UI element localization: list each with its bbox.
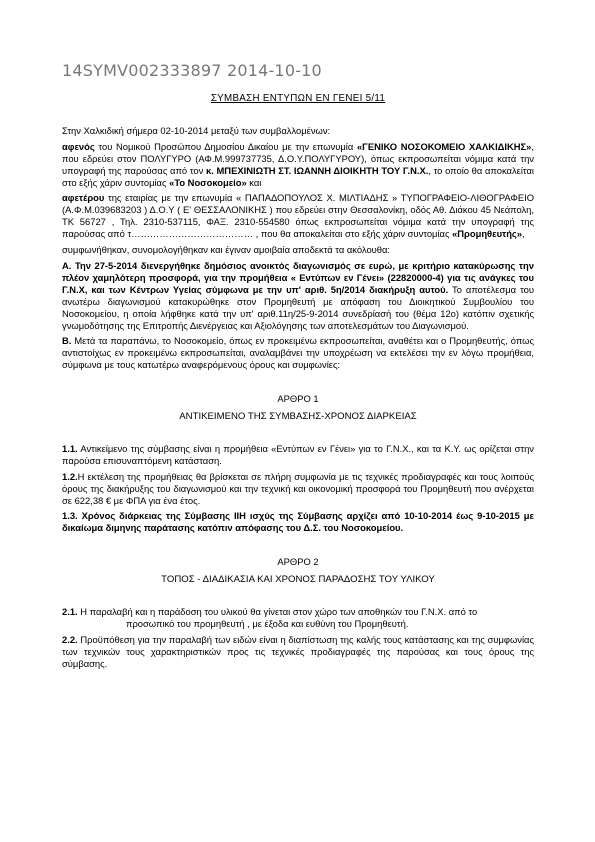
article1-p3-label: 1.3. — [62, 510, 78, 522]
article1-heading: ΑΡΘΡΟ 1 — [277, 393, 319, 405]
party1-lead: αφενός — [62, 140, 95, 152]
article2-p1 — [62, 606, 534, 618]
party1-short: «Το Νοσοκομείο» — [169, 176, 247, 188]
party2-short: «Προμηθευτής» — [452, 228, 523, 240]
article2-heading: ΑΡΘΡΟ 2 — [277, 556, 319, 568]
article2-p1-line2: προσωπικό του προμηθευτή , με έξοδα και ευθύνη του Προμηθευτή. — [126, 618, 409, 629]
party2-lead: αφετέρου — [62, 192, 105, 204]
article1-p1 — [62, 443, 534, 467]
article1-p2-label: 1.2. — [62, 470, 78, 482]
party1-text2: , που εδρεύει στον ΠΟΛΥΓΥΡΟ (ΑΦ.Μ.999737735, Δ.Ο.Υ.ΠΟΛΥΓΥΡΟΥ), όπως εκπροσωπείται νόμιμα κατά την υπογραφή της παρούσας από τον — [62, 140, 535, 176]
party2-paragraph — [62, 192, 534, 240]
contract-body — [62, 93, 534, 674]
party1-rep: κ. ΜΠΕΧΙΝΙΩΤΗ ΣΤ. ΙΩΑΝΝΗ ΔΙΟΙΚΗΤΗ ΤΟΥ Γ.Ν.Χ. — [205, 164, 429, 176]
article1-p2-text: Η εκτέλεση της προμήθειας θα βρίσκεται σε πλήρη συμφωνία με τις τεχνικές προδιαγραφές και τους λοιπούς όρους της διακήρυξης του διαγωνισμού και την τεχνική και οικονομική προσφορά του Προμηθευτή που ανέρχεται σε 622,38 € με ΦΠΑ για ένα έτος. — [62, 470, 534, 506]
contract-title: ΣΥΜΒΑΣΗ ΕΝΤΥΠΩΝ ΕΝ ΓΕΝΕΙ 5/11 — [210, 93, 386, 104]
party1-text3: , το οποίο θα αποκαλείται στο εξής χάριν συντομίας — [62, 164, 534, 188]
party2-text1: της εταιρίας με την επωνυμία « ΠΑΠΑΔΟΠΟΥΛΟΣ Χ. ΜΙΛΤΙΑΔΗΣ » ΤΥΠΟΓΡΑΦΕΙΟ-ΛΙΘΟΓΡΑΦΕΙΟ (Α.Φ.Μ.039683203 ) Δ.Ο.Υ ( Ε' ΘΕΣΣΑΛΟΝΙΚΗΣ ) που εδρεύει στην Θεσσαλονίκη, οδός Αθ. Διάκου 45 Νεάπολη, ΤΚ 56727 , Τηλ. 2310-537115, ΦΑΞ. 2310-554580 όπως εκπροσωπείται νόμιμα κατά την υπογραφή της παρούσας από τ………………………………… , που θα αποκαλείται στο εξής χάριν συντομίας — [62, 192, 534, 240]
party1-name: «ΓΕΝΙΚΟ ΝΟΣΟΚΟΜΕΙΟ ΧΑΛΚΙΔΙΚΗΣ» — [356, 140, 532, 152]
party1-paragraph — [62, 141, 534, 189]
ada-stamp: 14SYMV002333897 2014-10-10 — [62, 61, 322, 80]
article2-p2 — [62, 634, 534, 670]
clause-b-text: Μετά τα παραπάνω, το Νοσοκομείο, όπως εν προκειμένω εκπροσωπείται, αναθέτει και ο Προμηθευτής, όπως αντιστοίχως εν προκειμένω εκπροσωπείται, αναλαμβάνει την υποχρέωση να εκτελέσει την εν λόγω προμήθεια, σύμφωνα με τους κατωτέρω αναφερόμενους όρους και συμφωνίες: — [62, 335, 534, 371]
party1-text4: και — [246, 176, 262, 188]
article2-p1-label: 2.1. — [62, 606, 78, 618]
article2-p1-line1: Η παραλαβή και η παράδοση του υλικού θα γίνεται στον χώρο των αποθηκών του Γ.Ν.Χ. από το — [77, 606, 478, 618]
article1-p1-label: 1.1. — [62, 442, 78, 454]
article2-p2-label: 2.2. — [62, 633, 78, 645]
clause-b — [62, 335, 534, 371]
agreed-line: συμφωνήθηκαν, συνομολογήθηκαν και έγιναν αμοιβαία αποδεκτά τα ακόλουθα: — [62, 244, 391, 256]
article1-p2 — [62, 471, 534, 507]
clause-a-label: Α. — [62, 259, 72, 271]
article2-p1-cont — [62, 618, 534, 630]
party1-text1: του Νομικού Προσώπου Δημοσίου Δικαίου με την επωνυμία — [94, 140, 357, 152]
clause-a-bold: Την 27-5-2014 διενεργήθηκε δημόσιος ανοικτός διαγωνισμός σε ευρώ, με κριτήριο κατακύρωσης την πλέον χαμηλότερη προσφορά, για την προμήθεια « Εντύπων εν Γένει» (22820000-4) για τις ανάγκες του Γ.Ν.Χ, και των Κέντρων Υγείας σύμφωνα με την υπ' αριθ. 5η/2014 διακήρυξη αυτού. — [62, 259, 534, 295]
clause-a — [62, 260, 534, 331]
clause-b-label: Β. — [62, 335, 72, 347]
article2-p2-text: Προϋπόθεση για την παραλαβή των ειδών είναι η διαπίστωση της καλής τους κατάστασης και της συμφωνίας των τεχνικών τους χαρακτηριστικών προς τις τεχνικές προδιαγραφές της παρούσας και τους όρους της σύμβασης. — [62, 633, 534, 669]
article2-subtitle: ΤΟΠΟΣ - ΔΙΑΔΙΚΑΣΙΑ ΚΑΙ ΧΡΟΝΟΣ ΠΑΡΑΔΟΣΗΣ ΤΟΥ ΥΛΙΚΟΥ — [161, 574, 435, 586]
article1-p3 — [62, 510, 534, 534]
article1-p1-text: Αντικείμενο της σύμβασης είναι η προμήθεια «Εντύπων εν Γένει» για το Γ.Ν.Χ., και τα Κ.Υ. ως ορίζεται στην παρούσα επισυναπτόμενη κατάσταση. — [62, 442, 534, 466]
party2-text2: , — [522, 228, 525, 240]
article1-p3-text: Χρόνος διάρκειας της Σύμβασης ΙΙΗ ισχύς της Σύμβασης αρχίζει από 10-10-2014 έως 9-10-2015 με δικαίωμα διμηνης παράτασης κατόπιν απόφασης του Δ.Σ. του Νοσοκομείου. — [62, 510, 534, 534]
intro-line: Στην Χαλκιδική σήμερα 02-10-2014 μεταξύ των συμβαλλομένων: — [62, 124, 331, 136]
clause-a-text: Το αποτέλεσμα του ανωτέρω διαγωνισμού κατακυρώθηκε στον Προμηθευτή με απόφαση του Διοικητικού Συμβουλίου του Νοσοκομείου, η οποία λήφθηκε κατά την υπ' αριθ.11η/25-9-2014 συνεδρίασή του (θέμα 12ο) κατόπιν σχετικής γνωμοδότησης της Επιτροπής Διενέργειας και Αξιολόγησης των αποτελεσμάτων του Διαγωνισμού. — [62, 283, 534, 331]
article1-subtitle: ΑΝΤΙΚΕΙΜΕΝΟ ΤΗΣ ΣΥΜΒΑΣΗΣ-ΧΡΟΝΟΣ ΔΙΑΡΚΕΙΑΣ — [179, 411, 417, 423]
